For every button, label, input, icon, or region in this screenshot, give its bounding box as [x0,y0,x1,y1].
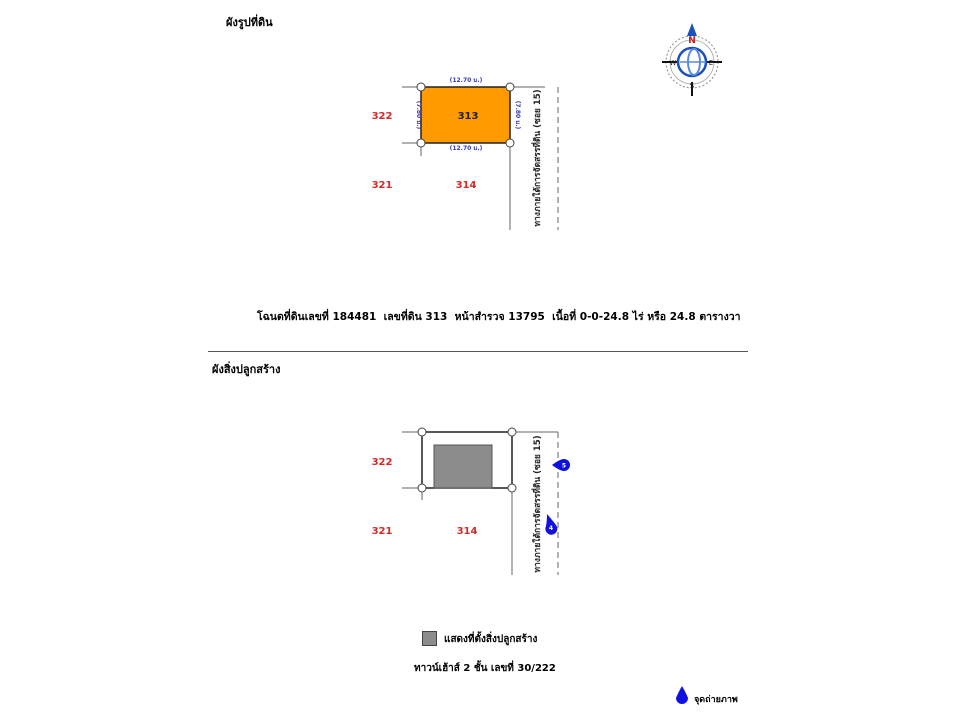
svg-text:S: S [689,82,695,90]
corner-pin [508,428,516,436]
road-label: ทางภายใต้การจัดสรรที่ดิน (ซอย 15) [533,89,543,227]
building-footprint [434,445,492,488]
corner-pin [417,139,425,147]
corner-pin [506,139,514,147]
dimension-bottom: (12.70 ม.) [449,145,483,152]
neighbor-lot-west: 322 [371,111,393,122]
neighbor-lot-west: 322 [371,457,393,468]
road-label: ทางภายใต้การจัดสรรที่ดิน (ซอย 15) [533,435,543,573]
neighbor-lot-southwest: 321 [371,526,393,537]
corner-pin [506,83,514,91]
building-description: ทาวน์เฮ้าส์ 2 ชั้น เลขที่ 30/222 [414,663,556,674]
land-plan-diagram [0,0,960,300]
neighbor-lot-south: 314 [455,180,477,191]
dimension-right: (7.80 ม.) [514,100,521,130]
north-arrow [687,23,697,36]
dimension-top: (12.70 ม.) [449,77,483,84]
building-legend-label: แสดงที่ตั้งสิ่งปลูกสร้าง [444,634,538,645]
svg-text:5: 5 [561,462,567,470]
dimension-left: (7.80 ม.) [415,100,422,130]
building-plan-title: ผังสิ่งปลูกสร้าง [212,363,281,376]
corner-pin [417,83,425,91]
photo-point-marker [545,514,557,535]
corner-pin [508,484,516,492]
deed-info: โฉนดที่ดินเลขที่ 184481 เลขที่ดิน 313 หน้าสำรวจ 13795 เนื้อที่ 0-0-24.8 ไร่ หรือ 24.8 ตารางวา [257,311,741,323]
compass-rose-icon [658,22,726,96]
corner-pin [418,484,426,492]
building-legend-swatch [422,631,437,646]
photo-point-legend-icon [675,686,689,706]
section-divider [208,351,748,352]
photo-point-marker [552,459,570,471]
svg-text:E: E [708,59,714,67]
corner-pin [418,428,426,436]
svg-text:4: 4 [548,525,554,532]
neighbor-lot-southwest: 321 [371,180,393,191]
svg-text:W: W [669,59,677,67]
photo-point-legend-label: จุดถ่ายภาพ [694,695,738,705]
neighbor-lot-south: 314 [456,526,478,537]
svg-text:N: N [688,36,696,46]
parcel-number: 313 [457,111,479,122]
building-plan-diagram [0,400,960,600]
land-plan-title: ผังรูปที่ดิน [226,16,273,29]
